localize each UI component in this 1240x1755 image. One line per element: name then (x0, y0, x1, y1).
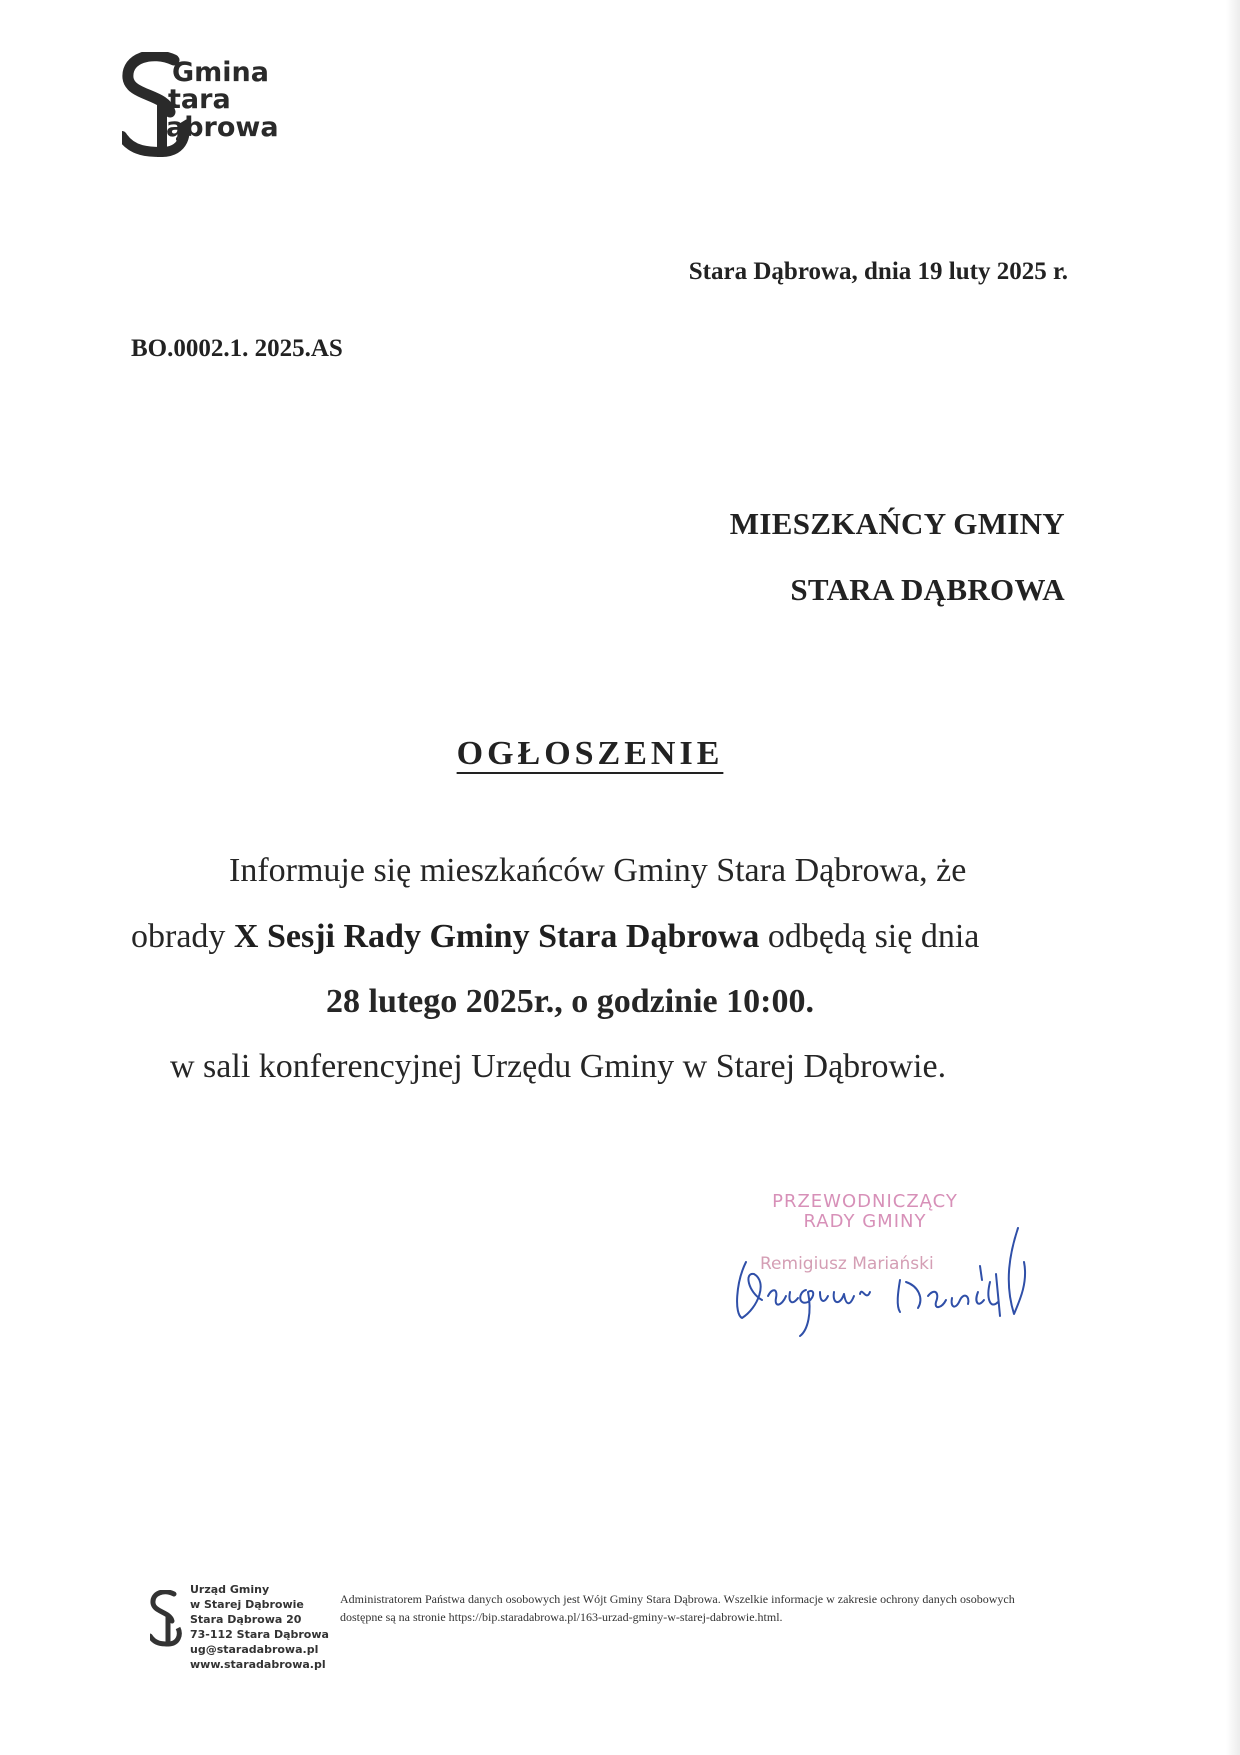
logo-word-dabrowa: ąbrowa (166, 112, 279, 143)
session-name: X Sesji Rady Gminy Stara Dąbrowa (233, 918, 760, 955)
municipality-logo (122, 52, 322, 162)
stamp-name: Remigiusz Mariański (760, 1254, 934, 1274)
body-line-2 (131, 918, 979, 956)
footer-address-line: 73-112 Stara Dąbrowa (190, 1628, 329, 1641)
addressee-line-2: STARA DĄBROWA (790, 572, 1065, 607)
body-line-1: Informuje się mieszkańców Gminy Stara Dąbrowa, że (229, 852, 967, 889)
logo-word-gmina: Gmina (172, 57, 269, 88)
stamp-line-1: PRZEWODNICZĄCY (772, 1191, 958, 1212)
footer-email: ug@staradabrowa.pl (190, 1643, 319, 1656)
footer-address-line: w Starej Dąbrowie (190, 1598, 304, 1611)
scan-edge-shadow (1226, 0, 1240, 1755)
footer-address-line: Urząd Gminy (190, 1583, 270, 1596)
handwritten-signature (728, 1222, 1028, 1352)
body-line-4: w sali konferencyjnej Urzędu Gminy w Starej Dąbrowie. (170, 1048, 947, 1085)
session-datetime: 28 lutego 2025r., o godzinie 10:00. (326, 983, 814, 1020)
stamp-line-2: RADY GMINY (803, 1211, 927, 1232)
gdpr-note: Administratorem Państwa danych osobowych jest Wójt Gminy Stara Dąbrowa. Wszelkie informacje w zakresie ochrony danych osobowych dostępne są na stronie https://bip.staradabrowa.pl/163-urzad-gminy-w-starej-dabrowie.html. (340, 1592, 1015, 1624)
footer-website: www.staradabrowa.pl (190, 1658, 326, 1671)
announcement-title-text: OGŁOSZENIE (456, 735, 724, 772)
body-line-2-start: obrady (131, 918, 234, 955)
logo-word-stara: tara (168, 84, 231, 115)
reference-number: BO.0002.1. 2025.AS (131, 335, 343, 362)
date-line: Stara Dąbrowa, dnia 19 luty 2025 r. (688, 258, 1068, 285)
addressee-line-1: MIESZKAŃCY GMINY (729, 506, 1065, 541)
announcement-title (0, 735, 1180, 773)
footer-sd-monogram-icon (150, 1590, 182, 1650)
body-line-2-end: odbędą się dnia (759, 918, 980, 955)
footer-address-line: Stara Dąbrowa 20 (190, 1613, 302, 1626)
footer-address (190, 1582, 329, 1672)
